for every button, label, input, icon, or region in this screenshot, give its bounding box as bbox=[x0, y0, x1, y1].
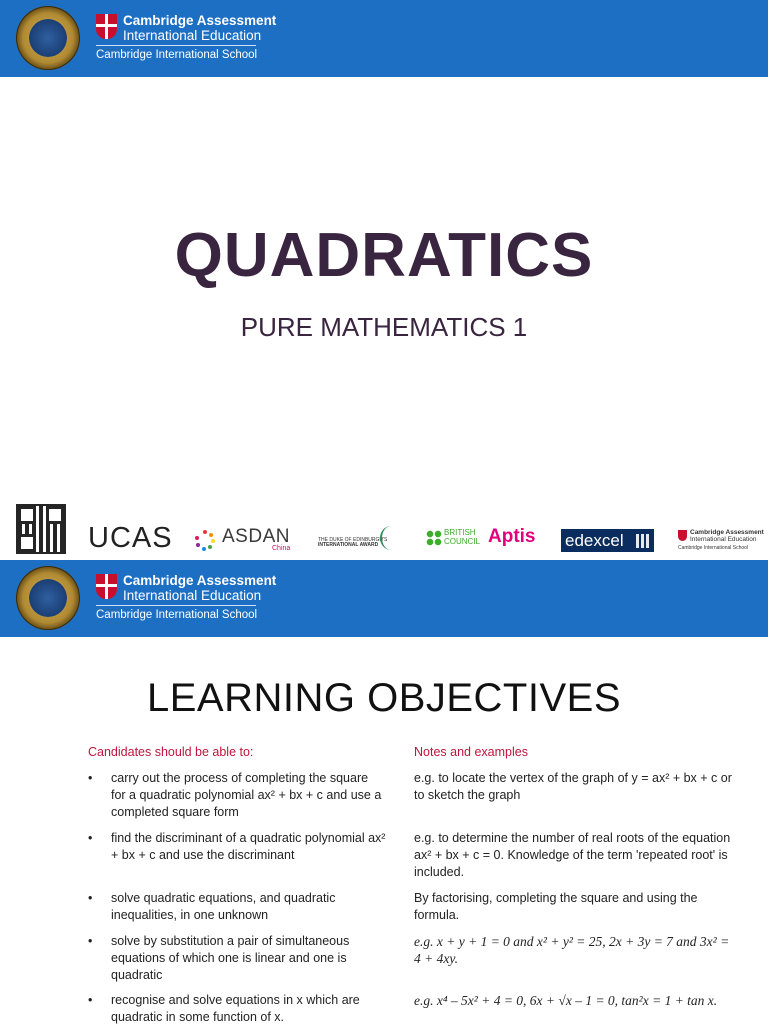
british-council-line-1: BRITISH bbox=[444, 528, 476, 537]
note-item: e.g. x + y + 1 = 0 and x² + y² = 25, 2x + 3y = 7 and 3x² = 4 + 4xy. bbox=[414, 934, 730, 966]
brand-divider-2 bbox=[96, 605, 256, 606]
dofe-logo bbox=[318, 538, 387, 548]
british-council-logo bbox=[444, 528, 480, 546]
objective-text: solve by substitution a pair of simultaneous equations of which one is linear and one is quadratic bbox=[111, 934, 350, 982]
bullet-icon: • bbox=[88, 993, 93, 1007]
dofe-swoosh-icon bbox=[380, 526, 402, 550]
brand-line-1: Cambridge Assessment bbox=[123, 13, 277, 28]
right-column-heading: Notes and examples bbox=[414, 745, 528, 759]
note-item: e.g. to locate the vertex of the graph of y = ax² + bx + c or to sketch the graph bbox=[414, 771, 732, 802]
bullet-icon: • bbox=[88, 891, 93, 905]
asdan-logo: ASDAN bbox=[222, 526, 290, 547]
edexcel-label: edexcel bbox=[565, 531, 624, 550]
dofe-line-2: INTERNATIONAL AWARD bbox=[318, 542, 379, 548]
header-banner-2 bbox=[0, 560, 768, 637]
asdan-logo-icon bbox=[194, 529, 216, 551]
british-council-line-2: COUNCIL bbox=[444, 537, 481, 546]
brand-line-2: International Education bbox=[123, 28, 262, 43]
brand-divider bbox=[96, 45, 256, 46]
ucas-logo: UCAS bbox=[88, 522, 173, 554]
note-item: By factorising, completing the square and using the formula. bbox=[414, 891, 698, 922]
school-seal-logo bbox=[16, 6, 80, 70]
qr-code-icon bbox=[18, 506, 64, 552]
objective-text: solve quadratic equations, and quadratic inequalities, in one unknown bbox=[111, 891, 336, 922]
aptis-logo: Aptis bbox=[488, 526, 536, 547]
school-seal-logo-2 bbox=[16, 566, 80, 630]
cambridge-crest-icon-2 bbox=[96, 574, 117, 599]
header-banner bbox=[0, 0, 768, 77]
objective-text: carry out the process of completing the square for a quadratic polynomial ax² + bx + c and use a completed square form bbox=[111, 771, 382, 819]
dofe-line-1: THE DUKE OF EDINBURGH'S bbox=[318, 537, 388, 543]
note-item: e.g. to determine the number of real roots of the equation ax² + bx + c = 0. Knowledge of the term 'repeated root' is included. bbox=[414, 831, 731, 879]
objectives-slide bbox=[0, 560, 768, 1024]
partner-logos-strip bbox=[0, 500, 768, 560]
slide-title: QUADRATICS bbox=[174, 221, 594, 290]
cambridge-mini-line-3: Cambridge International School bbox=[678, 545, 749, 551]
edexcel-grid-icon bbox=[636, 534, 650, 548]
left-column-heading: Candidates should be able to: bbox=[88, 745, 254, 759]
cambridge-mini-line-2: International Education bbox=[690, 536, 757, 543]
brand-line-3: Cambridge International School bbox=[96, 609, 258, 621]
slide-subtitle: PURE MATHEMATICS 1 bbox=[240, 312, 528, 342]
bullet-icon: • bbox=[88, 771, 93, 785]
asdan-sub: China bbox=[272, 545, 291, 552]
bullet-icon: • bbox=[88, 831, 93, 845]
edexcel-logo bbox=[561, 529, 654, 552]
bullet-icon: • bbox=[88, 934, 93, 948]
objective-text: recognise and solve equations in x which are quadratic in some function of x. bbox=[111, 993, 360, 1024]
brand-line-3: Cambridge International School bbox=[96, 49, 258, 61]
note-item: e.g. x⁴ – 5x² + 4 = 0, 6x + √x – 1 = 0, tan²x = 1 + tan x. bbox=[414, 993, 718, 1008]
brand-line-1: Cambridge Assessment bbox=[123, 573, 277, 588]
cambridge-crest-icon bbox=[96, 14, 117, 39]
brand-line-2: International Education bbox=[123, 588, 262, 603]
objectives-title: LEARNING OBJECTIVES bbox=[146, 676, 622, 720]
cambridge-mini-line-1: Cambridge Assessment bbox=[690, 529, 764, 536]
cambridge-mini-crest-icon bbox=[678, 530, 687, 541]
british-council-icon bbox=[426, 530, 442, 546]
cambridge-mini-logo bbox=[690, 529, 764, 543]
objective-text: find the discriminant of a quadratic polynomial ax² + bx + c and use the discriminant bbox=[111, 831, 386, 862]
